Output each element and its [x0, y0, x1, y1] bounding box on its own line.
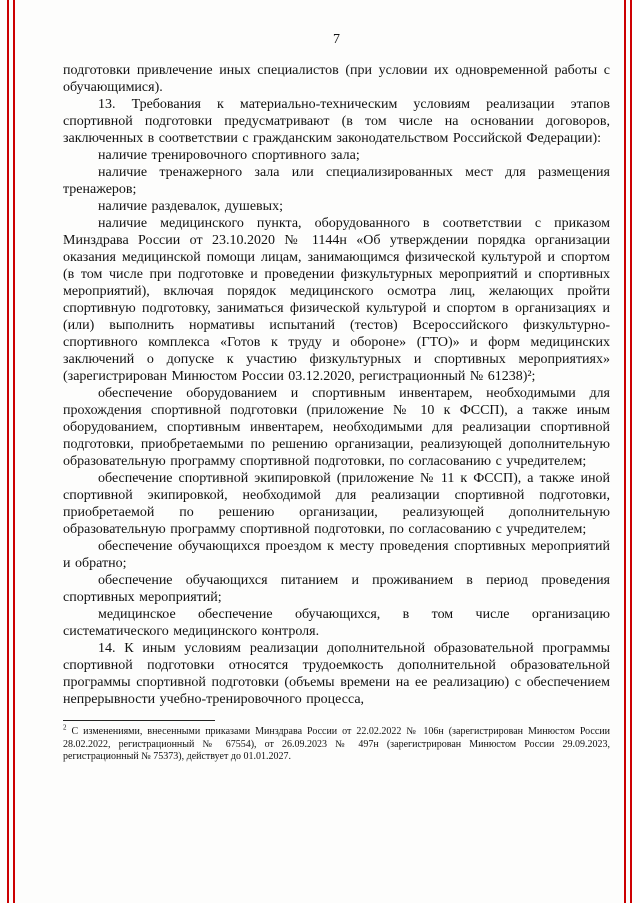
- page-content: [63, 32, 610, 764]
- paragraph-equipment: обеспечение оборудованием и спортивным инвентарем, необходимыми для прохождения спортивной подготовки (приложение № 10 к ФССП), а также иным оборудованием, спортивным инвентарем, необходимыми для реализации спортивной подготовки, приобретаемыми по решению организации, реализующей дополнительную образовательную программу спортивной подготовки, по согласованию с учредителем;: [63, 386, 610, 469]
- margin-line-right-outer: [630, 0, 632, 903]
- paragraph-sport-outfit: обеспечение спортивной экипировкой (приложение № 11 к ФССП), а также иной спортивной экипировкой, необходимой для реализации спортивной подготовки, приобретаемой по решению организации, реализующей дополнительную образовательную программу спортивной подготовки, по согласованию с учредителем;: [63, 471, 610, 537]
- paragraph-medical-support: медицинское обеспечение обучающихся, в том числе организацию систематического медицинского контроля.: [63, 607, 610, 639]
- margin-line-left-inner: [13, 0, 15, 903]
- paragraph-item-13: 13. Требования к материально-техническим условиям реализации этапов спортивной подготовки предусматривают (в том числе на основании договоров, заключенных в соответствии с гражданским законодательством Российской Федерации):: [63, 97, 610, 146]
- paragraph-continuation: подготовки привлечение иных специалистов (при условии их одновременной работы с обучающимися).: [63, 63, 610, 95]
- footnote-separator: [63, 720, 215, 721]
- page-number: 7: [333, 32, 340, 47]
- footnote: [63, 723, 611, 764]
- margin-line-left-outer: [7, 0, 9, 903]
- paragraph-training-hall: наличие тренажерного зала или специализированных мест для размещения тренажеров;: [63, 165, 610, 197]
- paragraph-gym-hall: наличие тренировочного спортивного зала;: [98, 148, 360, 163]
- paragraph-medical-station: наличие медицинского пункта, оборудованного в соответствии с приказом Минздрава России от 23.10.2020 № 1144н «Об утверждении порядка организации оказания медицинской помощи лицам, занимающимся физической культурой и спортом (в том числе при подготовке и проведении физкультурных мероприятий и спортивных мероприятий), включая порядок медицинского осмотра лиц, желающих пройти спортивную подготовку, заниматься физической культурой и спортом в организациях и (или) выполнить нормативы испытаний (тестов) Всероссийского физкультурно-спортивного комплекса «Готов к труду и обороне» (ГТО)» и форм медицинских заключений о допуске к участию физкультурных и спортивных мероприятиях» (зарегистрирован Минюстом России 03.12.2020, регистрационный № 61238)²;: [63, 216, 610, 384]
- paragraph-travel: обеспечение обучающихся проездом к месту проведения спортивных мероприятий и обратно;: [63, 539, 610, 571]
- paragraph-meals-lodging: обеспечение обучающихся питанием и проживанием в период проведения спортивных мероприятий;: [63, 573, 610, 605]
- footnote-marker: 2: [63, 723, 67, 732]
- footnote-text: С изменениями, внесенными приказами Минздрава России от 22.02.2022 № 106н (зарегистрирован Минюстом России 28.02.2022, регистрационный № 67554), от 26.09.2023 № 497н (зарегистрирован Минюстом России 29.09.2023, регистрационный № 75373), действует до 01.01.2027.: [63, 726, 611, 762]
- paragraph-item-14: 14. К иным условиям реализации дополнительной образовательной программы спортивной подготовки относятся трудоемкость дополнительной образовательной программы спортивной подготовки (объемы времени на ее реализацию) с обеспечением непрерывности учебно-тренировочного процесса,: [63, 641, 610, 707]
- paragraph-locker-rooms: наличие раздевалок, душевых;: [98, 199, 283, 214]
- margin-line-right-inner: [624, 0, 626, 903]
